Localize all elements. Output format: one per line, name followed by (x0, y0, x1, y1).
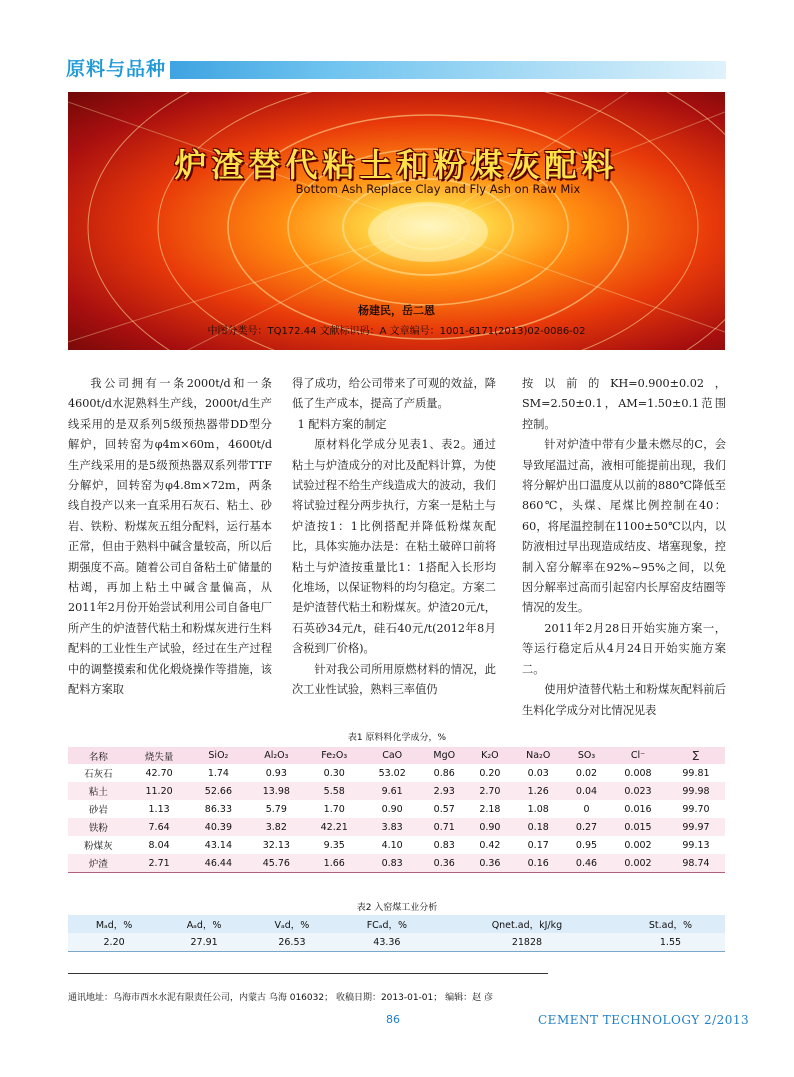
table-header-cell: Mₐd，% (68, 915, 160, 933)
table-cell: 0.36 (421, 854, 467, 873)
table-cell: 0.20 (479, 767, 501, 779)
table-cell: 0.90 (381, 803, 403, 815)
table-cell: 0.71 (421, 818, 467, 836)
table-cell: 0 (583, 803, 590, 815)
table2-coal-analysis (68, 915, 725, 952)
table-cell: 0.57 (433, 803, 455, 815)
table-cell: 86.33 (204, 803, 232, 815)
table-cell: 1.13 (148, 803, 170, 815)
table-cell: 0.86 (433, 767, 455, 779)
table-cell: 1.66 (305, 854, 363, 873)
table-cell: 42.70 (145, 767, 173, 779)
page-number: 86 (386, 1013, 400, 1026)
section-heading: 1 配料方案的制定 (297, 417, 387, 431)
paragraph: 按以前的KH=0.900±0.02，SM=2.50±0.1，AM=1.50±0.1范围控制。 (522, 377, 726, 431)
table-cell: 8.04 (148, 839, 170, 851)
table-cell: 1.08 (527, 803, 549, 815)
table-cell: 9.35 (323, 839, 345, 851)
table-cell: 0.27 (564, 818, 609, 836)
table-cell: 0.02 (575, 767, 598, 779)
table-cell: 砂岩 (88, 805, 108, 816)
title-banner (68, 92, 725, 350)
paragraph: 针对我公司所用原燃材料的情况，此次工业性试验，熟料三率值仍 (292, 662, 496, 697)
paragraph: 针对炉渣中带有少量未燃尽的C，会导致尾温过高，液相可能提前出现，我们将分解炉出口温度从以前的880℃降低至860℃，头煤、尾煤比例控制在40：60，将尾温控制在1100±50℃以内，以防液相过早出现造成结皮、堵塞现象，控制入窑分解率在92%~95%之间，以免因分解率过高而引起窑内长厚窑皮结圈等情况的发生。 (522, 438, 726, 615)
table-cell: 5.79 (265, 803, 287, 815)
table-row (68, 933, 725, 952)
table-cell: 3.82 (247, 818, 305, 836)
table-cell: 52.66 (189, 782, 247, 800)
paragraph: 得了成功，给公司带来了可观的效益，降低了生产成本，提高了产质量。 (292, 377, 496, 411)
table-header-cell: St.ad，% (616, 915, 725, 933)
table-cell: 0.002 (624, 839, 652, 851)
paragraph: 使用炉渣替代粘土和粉煤灰配料前后生料化学成分对比情况见表 (522, 683, 726, 717)
body-column-3 (522, 374, 726, 721)
table-header-cell: CaO (363, 747, 421, 764)
table-cell: 铁粉 (68, 818, 129, 836)
table-cell: 26.53 (248, 933, 336, 952)
table1-caption: 表1 原料料化学成分，% (347, 733, 447, 743)
table-cell: 粉煤灰 (84, 841, 113, 852)
table-header-cell: Qnet.ad，kJ/kg (438, 915, 616, 933)
table-cell: 43.36 (336, 933, 438, 952)
table-cell: 13.98 (247, 782, 305, 800)
table-cell: 0.95 (575, 839, 598, 851)
table-cell: 1.70 (323, 803, 345, 815)
table-header-cell: 烧失量 (129, 747, 190, 764)
table-header-cell: Al₂O₃ (247, 747, 305, 764)
table-cell: 0.30 (323, 767, 345, 779)
table-cell: 43.14 (204, 839, 232, 851)
table2-caption: 表2 入窑煤工业分析 (356, 903, 438, 913)
table-cell: 98.74 (667, 854, 725, 873)
table-cell: 2.93 (421, 782, 467, 800)
table-cell: 0.03 (527, 767, 549, 779)
table-cell: 21828 (438, 933, 616, 952)
table-row (68, 800, 725, 818)
paragraph: 我公司拥有一条2000t/d和一条4600t/d水泥熟料生产线，2000t/d生产线采用的是双系列5级预热器带DD型分解炉，回转窑为φ4m×60m，4600t/d生产线采用的是5级预热器双系列带TTF分解炉，回转窑为φ4.8m×72m，两条线自投产以来一直采用石灰石、粘土、砂岩、铁粉、粉煤灰五组分配料，运行基本正常，但由于熟料中碱含量较高，所以后期强度不高。随着公司自备粘土矿储量的枯竭，再加上粘土中碱含量偏高，从2011年2月份开始尝试利用公司自备电厂所产生的炉渣替代粘土和粉煤灰进行生料配料的工业性生产试验，经过在生产过程中的调整摸索和优化煅烧操作等措施，该配料方案取 (68, 377, 272, 697)
table-cell: 7.64 (129, 818, 190, 836)
body-column-2 (292, 374, 496, 701)
table-cell: 石灰石 (84, 769, 113, 780)
table-cell: 0.83 (363, 854, 421, 873)
table-header-cell: Vₐd，% (248, 915, 336, 933)
table-cell: 0.18 (512, 818, 564, 836)
table-row (68, 818, 725, 836)
table-header-cell: Fe₂O₃ (305, 747, 363, 764)
table-cell: 32.13 (262, 839, 290, 851)
table-header-cell: SO₃ (564, 747, 609, 764)
journal-name: CEMENT TECHNOLOGY 2/2013 (538, 1013, 750, 1027)
table-row (68, 836, 725, 854)
footer-rule (68, 973, 548, 974)
footer-address: 通讯地址：乌海市西水水泥有限责任公司，内蒙古 乌海 016032； 收稿日期：2013-01-01； 编辑：赵 彦 (68, 993, 493, 1003)
table-cell: 1.26 (512, 782, 564, 800)
table-cell: 0.015 (609, 818, 667, 836)
table-cell: 9.61 (363, 782, 421, 800)
table-cell: 99.70 (682, 803, 710, 815)
table-header-cell: 名称 (68, 747, 129, 764)
table-cell: 5.58 (305, 782, 363, 800)
table-cell: 0.46 (564, 854, 609, 873)
table-cell: 99.13 (682, 839, 710, 851)
table1-body (68, 764, 725, 873)
table-header-cell: K₂O (467, 747, 512, 764)
table-cell: 3.83 (363, 818, 421, 836)
table-cell: 40.39 (189, 818, 247, 836)
table-cell: 0.002 (609, 854, 667, 873)
table-cell: 0.17 (527, 839, 549, 851)
table-cell: 0.42 (479, 839, 501, 851)
table-cell: 99.97 (667, 818, 725, 836)
table-cell: 45.76 (247, 854, 305, 873)
table-header-cell: Cl⁻ (609, 747, 667, 764)
table-cell: 0.008 (624, 767, 652, 779)
table-cell: 0.90 (467, 818, 512, 836)
table-cell: 0.93 (265, 767, 287, 779)
table-cell: 0.04 (564, 782, 609, 800)
classification-line: 中图分类号：TQ172.44 文献标识码：A 文章编号：1001-6171(2013)02-0086-02 (207, 326, 586, 337)
table-header-cell: ∑ (667, 747, 725, 764)
table-cell: 42.21 (305, 818, 363, 836)
table-cell: 53.02 (378, 767, 406, 779)
table-header-cell: FCₐd，% (336, 915, 438, 933)
table-cell: 炉渣 (68, 854, 129, 873)
table-row (68, 764, 725, 782)
table-cell: 99.81 (682, 767, 710, 779)
table-cell: 11.20 (129, 782, 190, 800)
article-authors: 杨建民，岳二恩 (358, 304, 435, 317)
table-header-cell: MgO (421, 747, 467, 764)
table-cell: 0.023 (609, 782, 667, 800)
body-column-1 (68, 374, 272, 701)
table1-raw-materials (68, 747, 725, 873)
section-title: 原料与品种 (66, 57, 170, 81)
table-cell: 0.36 (467, 854, 512, 873)
table-cell: 27.91 (160, 933, 248, 952)
article-title: 炉渣替代粘土和粉煤灰配料 (174, 146, 619, 184)
table-header-cell: SiO₂ (189, 747, 247, 764)
table-header-cell: Aₐd，% (160, 915, 248, 933)
paragraph: 2011年2月28日开始实施方案一，等运行稳定后从4月24日开始实施方案二。 (522, 621, 726, 676)
table-cell: 粘土 (68, 782, 129, 800)
table-cell: 2.18 (479, 803, 501, 815)
table-cell: 0.16 (512, 854, 564, 873)
table-row (68, 854, 725, 873)
table-cell: 1.55 (616, 933, 725, 952)
table-cell: 4.10 (381, 839, 403, 851)
table-row (68, 782, 725, 800)
article-subtitle-en: Bottom Ash Replace Clay and Fly Ash on Raw Mix (295, 182, 581, 196)
table-cell: 46.44 (189, 854, 247, 873)
table-cell: 1.74 (207, 767, 229, 779)
table-cell: 0.016 (624, 803, 652, 815)
table-cell: 2.20 (68, 933, 160, 952)
table-cell: 2.70 (467, 782, 512, 800)
table-cell: 0.83 (433, 839, 455, 851)
paragraph: 原材料化学成分见表1、表2。通过粘土与炉渣成分的对比及配料计算，为使试验过程不给生产线造成大的波动，我们将试验过程分两步执行，方案一是粘土与炉渣按1：1比例搭配并降低粉煤灰配比，具体实施办法是：在粘土破碎口前将粘土与炉渣按重量比1：1搭配入长形均化堆场，以保证物料的均匀稳定。方案二是炉渣替代粘土和粉煤灰。炉渣20元/t，石英砂34元/t，硅石40元/t(2012年8月含税到厂价格)。 (292, 438, 496, 656)
table-cell: 99.98 (667, 782, 725, 800)
table-header-cell: Na₂O (512, 747, 564, 764)
table-cell: 2.71 (129, 854, 190, 873)
